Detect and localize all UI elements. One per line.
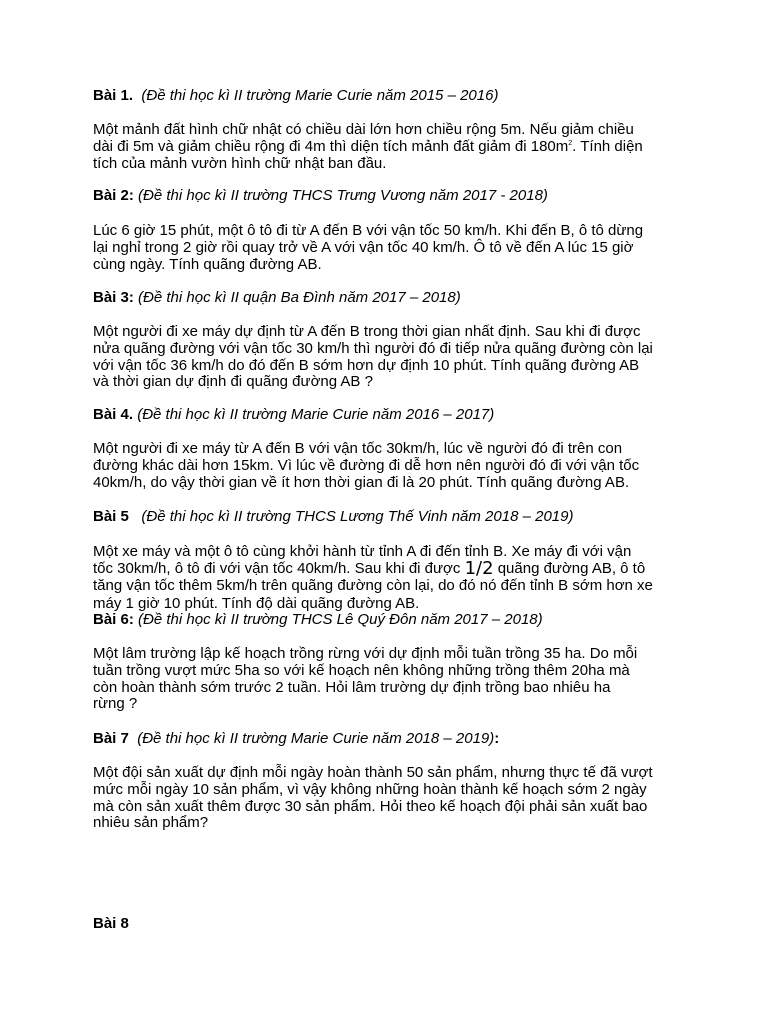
text-line: với vận tốc 36 km/h do đó đến B sớm hơn dự định 10 phút. Tính quãng đường AB: [93, 356, 640, 374]
text-line: máy 1 giờ 10 phút. Tính độ dài quãng đường AB.: [93, 594, 420, 612]
problem-4-heading: [93, 407, 494, 424]
text-segment: dài đi 5m và giảm chiều rộng đi 4m thì diện tích mảnh đất giảm đi 180m: [93, 137, 569, 155]
text-line: lại nghỉ trong 2 giờ rồi quay trở về A với vận tốc 40 km/h. Ô tô về đến A lúc 15 giờ: [93, 238, 634, 256]
problem-1-heading: [93, 88, 498, 105]
problem-5-heading: [93, 509, 573, 526]
problem-label: Bài 5: [93, 508, 129, 525]
problem-label: Bài 2:: [93, 187, 134, 204]
text-line: mà còn sản xuất thêm được 30 sản phẩm. Hỏi theo kế hoạch đội phải sản xuất bao: [93, 797, 648, 815]
problem-2-text: [93, 223, 683, 273]
text-line: nhiêu sản phẩm?: [93, 814, 209, 832]
problem-7-text: [93, 765, 683, 832]
problem-6-text: [93, 646, 683, 713]
problem-label: Bài 7: [93, 730, 129, 747]
text-line: mức mỗi ngày 10 sản phẩm, vì vậy không những hoàn thành kế hoạch sớm 2 ngày: [93, 780, 647, 798]
heading-colon: :: [494, 730, 500, 747]
text-line: đường khác dài hơn 15km. Vì lúc về đường đi dễ hơn nên người đó đi với vận tốc: [93, 456, 640, 474]
text-line: và thời gian dự định đi quãng đường AB ?: [93, 373, 373, 391]
problem-label: Bài 3:: [93, 289, 134, 306]
problem-source: (Đề thi học kì II trường THCS Trưng Vương năm 2017 - 2018): [138, 187, 548, 204]
problem-source: (Đề thi học kì II trường Marie Curie năm 2015 – 2016): [141, 87, 499, 104]
problem-label: Bài 6:: [93, 611, 134, 628]
text-line: còn hoàn thành sớm trước 2 tuần. Hỏi lâm trường dự định trồng bao nhiêu ha: [93, 678, 611, 696]
problem-3-text: [93, 324, 683, 391]
text-line: Một đội sản xuất dự định mỗi ngày hoàn thành 50 sản phẩm, nhưng thực tế đã vượt: [93, 764, 653, 781]
problem-source: (Đề thi học kì II trường THCS Lê Quý Đôn năm 2017 – 2018): [138, 611, 543, 628]
text-line: tuần trồng vượt mức 5ha so với kế hoạch nên không những trồng thêm 20ha mà: [93, 661, 630, 679]
text-line: cùng ngày. Tính quãng đường AB.: [93, 255, 322, 273]
text-line: [93, 558, 683, 580]
text-line: 40km/h, do vậy thời gian về ít hơn thời gian đi là 20 phút. Tính quãng đường AB.: [93, 473, 630, 491]
text-line: Một xe máy và một ô tô cùng khởi hành từ tỉnh A đi đến tỉnh B. Xe máy đi với vận: [93, 543, 632, 560]
text-segment: tốc 30km/h, ô tô đi với vận tốc 40km/h. Sau khi đi được: [93, 560, 461, 578]
problem-source: (Đề thi học kì II trường Marie Curie năm 2016 – 2017): [137, 406, 495, 423]
text-segment: . Tính diện: [572, 137, 643, 155]
text-line: tăng vận tốc thêm 5km/h trên quãng đường còn lại, do đó nó đến tỉnh B sớm hơn xe: [93, 577, 653, 595]
text-line: Lúc 6 giờ 15 phút, một ô tô đi từ A đến B với vận tốc 50 km/h. Khi đến B, ô tô dừng: [93, 222, 644, 239]
problem-3-heading: [93, 290, 461, 307]
fraction: 1/2: [464, 558, 494, 580]
text-line: Một người đi xe máy dự định từ A đến B trong thời gian nhất định. Sau khi đi được: [93, 323, 641, 340]
problem-5-text: [93, 543, 683, 612]
problem-4-text: [93, 441, 683, 491]
text-line: Một người đi xe máy từ A đến B với vận tốc 30km/h, lúc về người đó đi trên con: [93, 440, 623, 457]
text-line: tích của mảnh vườn hình chữ nhật ban đầu.: [93, 154, 387, 172]
problem-source: (Đề thi học kì II trường THCS Lương Thế Vinh năm 2018 – 2019): [141, 508, 574, 525]
text-line: Một mảnh đất hình chữ nhật có chiều dài lớn hơn chiều rộng 5m. Nếu giảm chiều: [93, 121, 634, 138]
problem-2-heading: [93, 188, 548, 205]
problem-label: Bài 1.: [93, 87, 134, 104]
text-line: [93, 139, 683, 156]
problem-6-heading: [93, 612, 543, 629]
text-line: rừng ?: [93, 695, 138, 713]
problem-source: (Đề thi học kì II trường Marie Curie năm 2018 – 2019): [137, 730, 495, 747]
problem-8-heading: [93, 916, 129, 933]
problem-7-heading: [93, 731, 499, 748]
problem-label: Bài 8: [93, 915, 129, 932]
text-segment: quãng đường AB, ô tô: [497, 560, 646, 578]
problem-1-text: [93, 122, 683, 172]
superscript: 2: [568, 139, 573, 147]
problem-source: (Đề thi học kì II quận Ba Đình năm 2017 – 2018): [138, 289, 461, 306]
text-line: Một lâm trường lập kế hoạch trồng rừng với dự định mỗi tuần trồng 35 ha. Do mỗi: [93, 645, 638, 662]
problem-label: Bài 4.: [93, 406, 134, 423]
text-line: nửa quãng đường với vận tốc 30 km/h thì người đó đi tiếp nửa quãng đường còn lại: [93, 339, 653, 357]
